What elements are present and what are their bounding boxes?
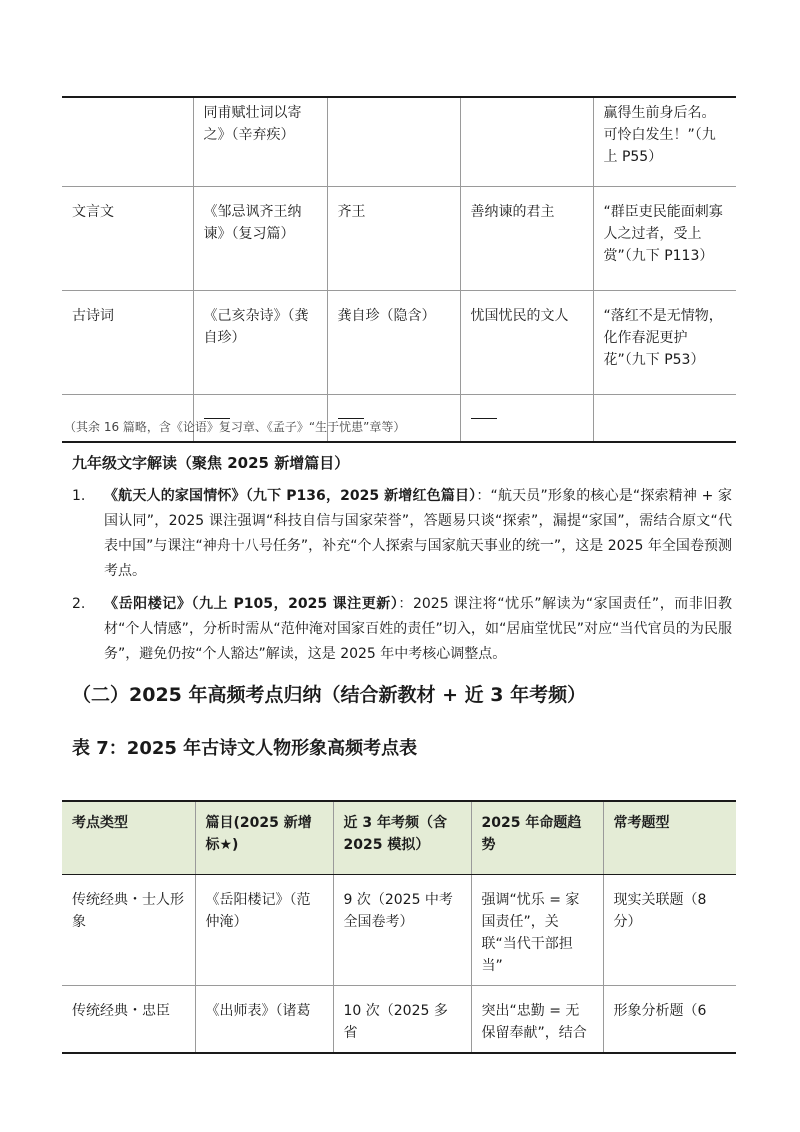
list-item <box>72 592 732 667</box>
table-cell: 《出师表》（诸葛 <box>195 986 333 1054</box>
table-cell: 赢得生前身后名。可怜白发生！”（九上 P55） <box>593 97 736 187</box>
table-cell: 忧国忧民的文人 <box>460 291 593 395</box>
table-cell: 齐王 <box>327 187 460 291</box>
list-number: 2. <box>72 596 86 612</box>
table-cell: 《岳阳楼记》（范仲淹） <box>195 875 333 986</box>
table-cell: 同甫赋壮词以寄之》（辛弃疾） <box>193 97 327 187</box>
table-title: 表 7：2025 年古诗文人物形象高频考点表 <box>72 738 418 759</box>
interpretation-list <box>72 484 732 675</box>
table-cell: 善纳谏的君主 <box>460 187 593 291</box>
item-text: ：2025 课注将“忧乐”解读为“家国责任”，而非旧教材“个人情感”，分析时需从“范仲淹对国家百姓的责任”切入，如“居庙堂忧民”对应“当代官员的为民服务”，避免仍按“个人豁达”解读，这是 2025 年中考核心调整点。 <box>104 596 732 662</box>
table-header-row <box>62 801 736 875</box>
table-cell <box>460 395 593 443</box>
column-header: 篇目(2025 新增标★) <box>195 801 333 875</box>
table-cell <box>460 97 593 187</box>
table-cell: 古诗词 <box>62 291 193 395</box>
table-cell: 9 次（2025 中考全国卷考） <box>333 875 471 986</box>
list-number: 1. <box>72 488 86 504</box>
exam-points-table <box>62 800 736 1054</box>
table-cell: 形象分析题（6 <box>603 986 736 1054</box>
column-header: 近 3 年考频（含 2025 模拟） <box>333 801 471 875</box>
table-row <box>62 875 736 986</box>
table-row <box>62 291 736 395</box>
section-heading: 九年级文字解读（聚焦 2025 新增篇目） <box>72 454 350 472</box>
characters-table-continued <box>62 96 736 443</box>
table-cell: 传统经典・忠臣 <box>62 986 195 1054</box>
table-row <box>62 97 736 187</box>
column-header: 考点类型 <box>62 801 195 875</box>
table-cell: 突出“忠勤 = 无保留奉献”，结合 <box>471 986 603 1054</box>
table-cell: 传统经典・士人形象 <box>62 875 195 986</box>
table-cell: 文言文 <box>62 187 193 291</box>
table-cell: 10 次（2025 多省 <box>333 986 471 1054</box>
dash-line <box>471 418 497 419</box>
table-cell: “落红不是无情物，化作春泥更护花”（九下 P53） <box>593 291 736 395</box>
table-cell <box>62 97 193 187</box>
table-row <box>62 187 736 291</box>
table-cell <box>327 97 460 187</box>
table-row <box>62 986 736 1054</box>
table-note: （其余 16 篇略，含《论语》复习章、《孟子》“生于忧患”章等） <box>64 420 406 434</box>
table-cell: 强调“忧乐 = 家国责任”，关联“当代干部担当” <box>471 875 603 986</box>
subsection-heading: （二）2025 年高频考点归纳（结合新教材 + 近 3 年考频） <box>72 684 587 706</box>
table-cell <box>593 395 736 443</box>
item-text: ：“航天员”形象的核心是“探索精神 + 家国认同”，2025 课注强调“科技自信与国家荣誉”，答题易只谈“探索”，漏提“家国”，需结合原文“代表中国”与课注“神舟十八号任务”，补充“个人探索与国家航天事业的统一”，这是 2025 年全国卷预测考点。 <box>104 488 733 579</box>
table-cell: “群臣吏民能面刺寡人之过者，受上赏”（九下 P113） <box>593 187 736 291</box>
column-header: 2025 年命题趋势 <box>471 801 603 875</box>
table-cell: 《邹忌讽齐王纳谏》（复习篇） <box>193 187 327 291</box>
item-title: 《岳阳楼记》（九上 P105，2025 课注更新） <box>104 596 399 612</box>
column-header: 常考题型 <box>603 801 736 875</box>
table-cell: 《己亥杂诗》（龚自珍） <box>193 291 327 395</box>
item-title: 《航天人的家国情怀》（九下 P136，2025 新增红色篇目） <box>104 488 477 504</box>
table-cell: 龚自珍（隐含） <box>327 291 460 395</box>
table-cell: 现实关联题（8 分） <box>603 875 736 986</box>
list-item <box>72 484 732 584</box>
